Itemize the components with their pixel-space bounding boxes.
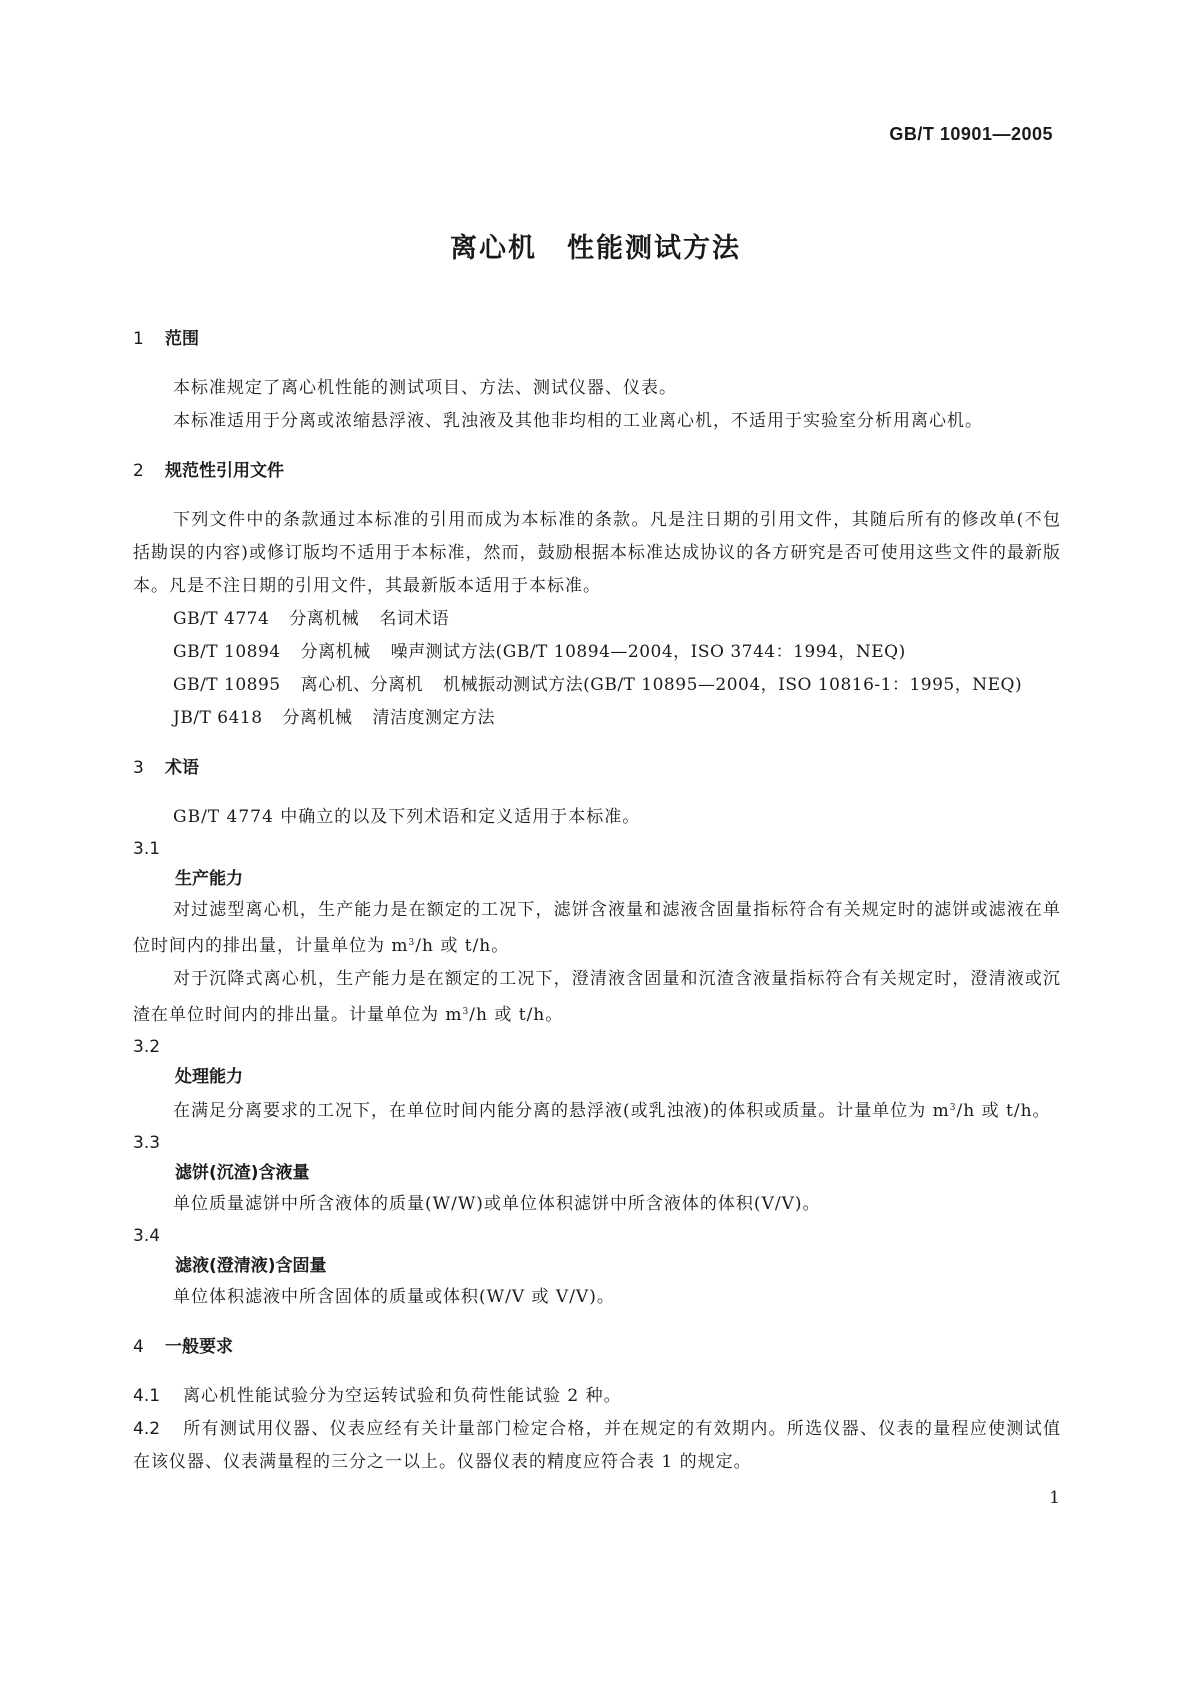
- section-3-heading: 3 术语: [133, 758, 199, 778]
- title-part1: 离心机: [450, 233, 537, 264]
- paragraph: 本标准规定了离心机性能的测试项目、方法、测试仪器、仪表。: [173, 378, 677, 398]
- reference-item: GB/T 10895 离心机、分离机 机械振动测试方法(GB/T 10895—2004，ISO 10816-1：1995，NEQ): [173, 675, 1023, 695]
- section-4-heading: 4 一般要求: [133, 1337, 233, 1357]
- paragraph: 本标准适用于分离或浓缩悬浮液、乳浊液及其他非均相的工业离心机，不适用于实验室分析用离心机。: [173, 411, 983, 431]
- clause-number: 3.1: [133, 839, 161, 859]
- paragraph: 对于沉降式离心机，生产能力是在额定的工况下，澄清液含固量和沉渣含液量指标符合有关规定时，澄清液或沉渣在单位时间内的排出量。计量单位为 $m^3/h$ 或 t/h。: [133, 969, 1061, 1025]
- reference-item: GB/T 10894 分离机械 噪声测试方法(GB/T 10894—2004，ISO 3744：1994，NEQ): [173, 642, 906, 662]
- term-heading: 滤饼(沉渣)含液量: [175, 1163, 310, 1183]
- clause-item: 4.2 所有测试用仪器、仪表应经有关计量部门检定合格，并在规定的有效期内。所选仪器、仪表的量程应使测试值在该仪器、仪表满量程的三分之一以上。仪器仪表的精度应符合表 1 的规定。: [133, 1419, 1061, 1472]
- clause-number: 3.3: [133, 1133, 161, 1153]
- title-part2: 性能测试方法: [567, 233, 741, 264]
- paragraph: 单位质量滤饼中所含液体的质量(W/W)或单位体积滤饼中所含液体的体积(V/V)。: [173, 1194, 821, 1214]
- section-2-heading: 2 规范性引用文件: [133, 461, 284, 481]
- section-1-heading: 1 范围: [133, 329, 199, 349]
- document-title: [0, 226, 1191, 265]
- clause-number: 3.4: [133, 1226, 161, 1246]
- paragraph: GB/T 4774 中确立的以及下列术语和定义适用于本标准。: [173, 807, 641, 827]
- clause-item: 4.1 离心机性能试验分为空运转试验和负荷性能试验 2 种。: [133, 1386, 622, 1406]
- paragraph: 在满足分离要求的工况下，在单位时间内能分离的悬浮液(或乳浊液)的体积或质量。计量单位为 $m^3/h$ 或 t/h。: [173, 1101, 1051, 1121]
- term-heading: 生产能力: [175, 869, 243, 889]
- term-heading: 处理能力: [175, 1067, 243, 1087]
- page-number: 1: [1049, 1488, 1060, 1508]
- reference-item: GB/T 4774 分离机械 名词术语: [173, 609, 450, 629]
- paragraph: 下列文件中的条款通过本标准的引用而成为本标准的条款。凡是注日期的引用文件，其随后所有的修改单(不包括勘误的内容)或修订版均不适用于本标准，然而，鼓励根据本标准达成协议的各方研究是否可使用这些文件的最新版本。凡是不注日期的引用文件，其最新版本适用于本标准。: [133, 510, 1061, 596]
- term-heading: 滤液(澄清液)含固量: [175, 1256, 327, 1276]
- standard-code: GB/T 10901—2005: [889, 124, 1053, 144]
- document-body: [133, 326, 1061, 1479]
- reference-item: JB/T 6418 分离机械 清洁度测定方法: [173, 708, 496, 728]
- clause-number: 3.2: [133, 1037, 161, 1057]
- paragraph: 对过滤型离心机，生产能力是在额定的工况下，滤饼含液量和滤液含固量指标符合有关规定时的滤饼或滤液在单位时间内的排出量，计量单位为 $m^3/h$ 或 t/h。: [133, 900, 1061, 956]
- paragraph: 单位体积滤液中所含固体的质量或体积(W/V 或 V/V)。: [173, 1287, 615, 1307]
